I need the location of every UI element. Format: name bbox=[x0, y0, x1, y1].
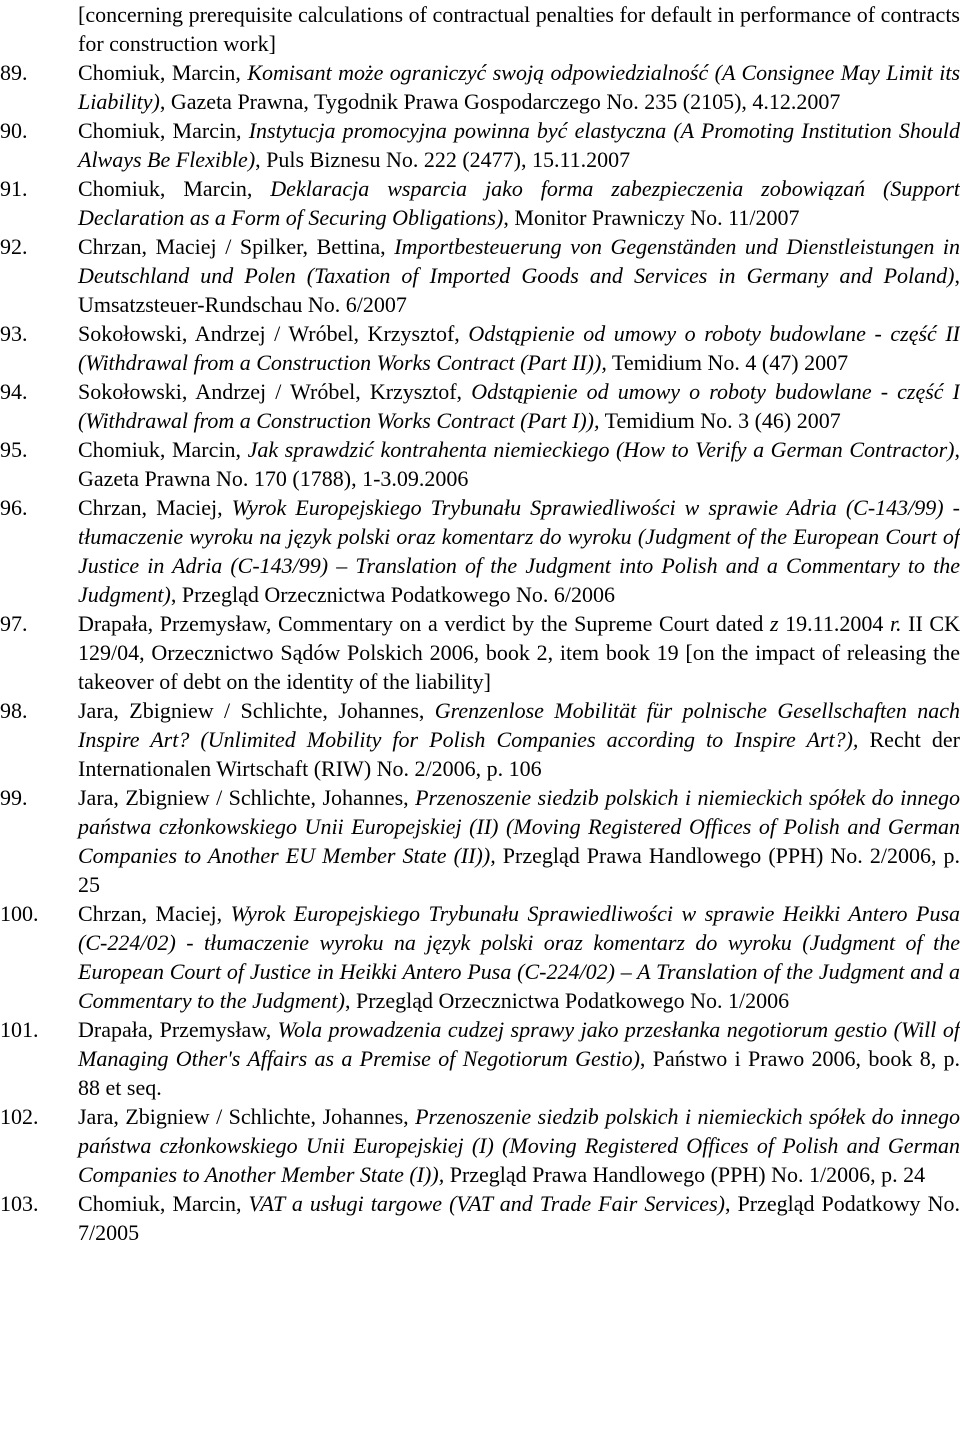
entry-number: 89. bbox=[0, 60, 28, 85]
entry-text bbox=[78, 0, 960, 58]
entry-text bbox=[78, 319, 960, 377]
entry-text-segment: , Umsatzsteuer-Rundschau No. 6/2007 bbox=[78, 263, 960, 317]
entry-text bbox=[78, 232, 960, 319]
bibliography-entry bbox=[0, 58, 960, 116]
entry-title-italic: Odstąpienie od umowy o roboty budowlane - część II (Withdrawal from a Construction Works Contract (Part II)), bbox=[78, 321, 960, 375]
entry-title-italic: Grenzenlose Mobilität für polnische Gesellschaften nach Inspire Art? (Unlimited Mobility for Polish Companies according to Inspire Art?), bbox=[78, 698, 960, 752]
entry-text-segment: Jara, Zbigniew / Schlichte, Johannes, bbox=[78, 698, 435, 723]
entry-title-italic: Wola prowadzenia cudzej sprawy jako przesłanka negotiorum gestio (Will of Managing Other's Affairs as a Premise of Negotiorum Gestio) bbox=[78, 1017, 960, 1071]
entry-title-italic: Przenoszenie siedzib polskich i niemieckich spółek do innego państwa członkowskiego Unii Europejskiej (II) (Moving Registered Offices of Polish and German Companies to Another EU Member State (II)), bbox=[78, 785, 960, 868]
entry-text-segment: , Gazeta Prawna No. 170 (1788), 1-3.09.2006 bbox=[78, 437, 960, 491]
entry-number: 92. bbox=[0, 234, 28, 259]
bibliography-entry bbox=[0, 1189, 960, 1247]
entry-text-segment: Przegląd Prawa Handlowego (PPH) No. 1/2006, p. 24 bbox=[444, 1162, 926, 1187]
entry-text-segment: Temidium No. 4 (47) 2007 bbox=[606, 350, 849, 375]
entry-title-italic: Instytucja promocyjna powinna być elastyczna (A Promoting Institution Should Always Be Flexible) bbox=[78, 118, 960, 172]
entry-text bbox=[78, 116, 960, 174]
entry-text bbox=[78, 58, 960, 116]
entry-text-segment: Chrzan, Maciej, bbox=[78, 495, 232, 520]
entry-number: 93. bbox=[0, 321, 28, 346]
entry-title-italic: Odstąpienie od umowy o roboty budowlane - część I (Withdrawal from a Construction Works Contract (Part I)), bbox=[78, 379, 960, 433]
bibliography-entry bbox=[0, 493, 960, 609]
entry-number: 96. bbox=[0, 495, 28, 520]
entry-text bbox=[78, 435, 960, 493]
entry-text bbox=[78, 174, 960, 232]
bibliography-entry bbox=[0, 435, 960, 493]
entry-text-segment: , Gazeta Prawna, Tygodnik Prawa Gospodarczego No. 235 (2105), 4.12.2007 bbox=[159, 89, 841, 114]
bibliography-entry bbox=[0, 377, 960, 435]
entry-number: 99. bbox=[0, 785, 28, 810]
entry-text-segment: Jara, Zbigniew / Schlichte, Johannes, bbox=[78, 785, 416, 810]
entry-title-italic: Wyrok Europejskiego Trybunału Sprawiedliwości w sprawie Heikki Antero Pusa (C-224/02) - tłumaczenie wyroku na język polski oraz komentarz do wyroku (Judgment of the European Court of Justice in Heikki Antero Pusa (C-224/02) – A Translation of the Judgment and a Commentary to the Judgment) bbox=[78, 901, 960, 1013]
entry-text-segment: , Przegląd Orzecznictwa Podatkowego No. 1/2006 bbox=[345, 988, 790, 1013]
entry-title-italic: Wyrok Europejskiego Trybunału Sprawiedliwości w sprawie Adria (C-143/99) - tłumaczenie wyroku na język polski oraz komentarz do wyroku (Judgment of the European Court of Justice in Adria (C-143/99) – Translation of the Judgment into Polish and a Commentary to the Judgment) bbox=[78, 495, 960, 607]
entry-text-segment: , Państwo i Prawo 2006, book 8, p. 88 et seq. bbox=[78, 1046, 960, 1100]
bibliography-entry bbox=[0, 899, 960, 1015]
entry-number: 103. bbox=[0, 1191, 39, 1216]
entry-title-italic: Przenoszenie siedzib polskich i niemieckich spółek do innego państwa członkowskiego Unii Europejskiej (I) (Moving Registered Offices of Polish and German Companies to Another Member State (I)), bbox=[78, 1104, 960, 1187]
entry-text bbox=[78, 609, 960, 696]
entry-text-segment: II CK 129/04, Orzecznictwo Sądów Polskich 2006, book 2, item book 19 [on the impact of releasing the takeover of debt on the identity of the liability] bbox=[78, 611, 960, 694]
entry-text bbox=[78, 377, 960, 435]
bibliography-entry bbox=[0, 609, 960, 696]
entry-text-segment: Chomiuk, Marcin, bbox=[78, 118, 249, 143]
entry-text bbox=[78, 493, 960, 609]
entry-number: 100. bbox=[0, 901, 39, 926]
entry-text-segment: Chomiuk, Marcin, bbox=[78, 437, 248, 462]
bibliography-entry bbox=[0, 232, 960, 319]
entry-text-segment: Chomiuk, Marcin, bbox=[78, 1191, 249, 1216]
entry-title-italic: Jak sprawdzić kontrahenta niemieckiego (How to Verify a German Contractor) bbox=[247, 437, 955, 462]
bibliography-entry bbox=[0, 696, 960, 783]
entry-number: 101. bbox=[0, 1017, 39, 1042]
entry-number: 94. bbox=[0, 379, 28, 404]
bibliography-entry bbox=[0, 0, 960, 58]
entry-text-segment: Chomiuk, Marcin, bbox=[78, 60, 248, 85]
bibliography-entry bbox=[0, 319, 960, 377]
entry-text-segment: Sokołowski, Andrzej / Wróbel, Krzysztof, bbox=[78, 321, 469, 346]
entry-text bbox=[78, 1189, 960, 1247]
entry-text-segment: , Puls Biznesu No. 222 (2477), 15.11.2007 bbox=[255, 147, 631, 172]
bibliography-entry bbox=[0, 1102, 960, 1189]
entry-number: 91. bbox=[0, 176, 28, 201]
entry-number: 102. bbox=[0, 1104, 39, 1129]
entry-text-segment: Chomiuk, Marcin, bbox=[78, 176, 271, 201]
entry-number: 95. bbox=[0, 437, 28, 462]
entry-text-segment: Recht der Internationalen Wirtschaft (RIW) No. 2/2006, p. 106 bbox=[78, 727, 960, 781]
entry-number: 90. bbox=[0, 118, 28, 143]
entry-text bbox=[78, 1102, 960, 1189]
entry-text bbox=[78, 783, 960, 899]
entry-number: 98. bbox=[0, 698, 28, 723]
entry-title-italic: VAT a usługi targowe (VAT and Trade Fair Services) bbox=[248, 1191, 725, 1216]
entry-title-italic: Importbesteuerung von Gegenständen und Dienstleistungen in Deutschland und Polen (Taxation of Imported Goods and Services in Germany and Poland) bbox=[78, 234, 960, 288]
entry-text-segment: Chrzan, Maciej / Spilker, Bettina, bbox=[78, 234, 395, 259]
entry-text-segment: Przegląd Prawa Handlowego (PPH) No. 2/2006, p. 25 bbox=[78, 843, 960, 897]
entry-title-italic: r. bbox=[889, 611, 902, 636]
entry-text-segment: Jara, Zbigniew / Schlichte, Johannes, bbox=[78, 1104, 416, 1129]
entry-number: 97. bbox=[0, 611, 28, 636]
entry-title-italic: z bbox=[769, 611, 779, 636]
bibliography-entry bbox=[0, 174, 960, 232]
entry-text bbox=[78, 899, 960, 1015]
entry-text-segment: Drapała, Przemysław, bbox=[78, 1017, 278, 1042]
bibliography-entry bbox=[0, 116, 960, 174]
entry-text-segment: , Przegląd Orzecznictwa Podatkowego No. 6/2006 bbox=[170, 582, 616, 607]
entry-text-segment: , Monitor Prawniczy No. 11/2007 bbox=[503, 205, 800, 230]
bibliography-entry bbox=[0, 783, 960, 899]
entry-text-segment: 19.11.2004 bbox=[778, 611, 890, 636]
bibliography-entry bbox=[0, 1015, 960, 1102]
entry-title-italic: Deklaracja wsparcia jako forma zabezpieczenia zobowiązań (Support Declaration as a Form of Securing Obligations) bbox=[78, 176, 960, 230]
entry-text-segment: Drapała, Przemysław, Commentary on a verdict by the Supreme Court dated bbox=[78, 611, 770, 636]
entry-text bbox=[78, 696, 960, 783]
entry-title-italic: Komisant może ograniczyć swoją odpowiedzialność (A Consignee May Limit its Liability) bbox=[78, 60, 960, 114]
entry-text-segment: Sokołowski, Andrzej / Wróbel, Krzysztof, bbox=[78, 379, 472, 404]
entry-text bbox=[78, 1015, 960, 1102]
entry-text-segment: Temidium No. 3 (46) 2007 bbox=[599, 408, 841, 433]
entry-text-segment: [concerning prerequisite calculations of contractual penalties for default in performance of contracts for construction work] bbox=[78, 2, 960, 56]
entry-text-segment: , Przegląd Podatkowy No. 7/2005 bbox=[78, 1191, 960, 1245]
entry-text-segment: Chrzan, Maciej, bbox=[78, 901, 231, 926]
